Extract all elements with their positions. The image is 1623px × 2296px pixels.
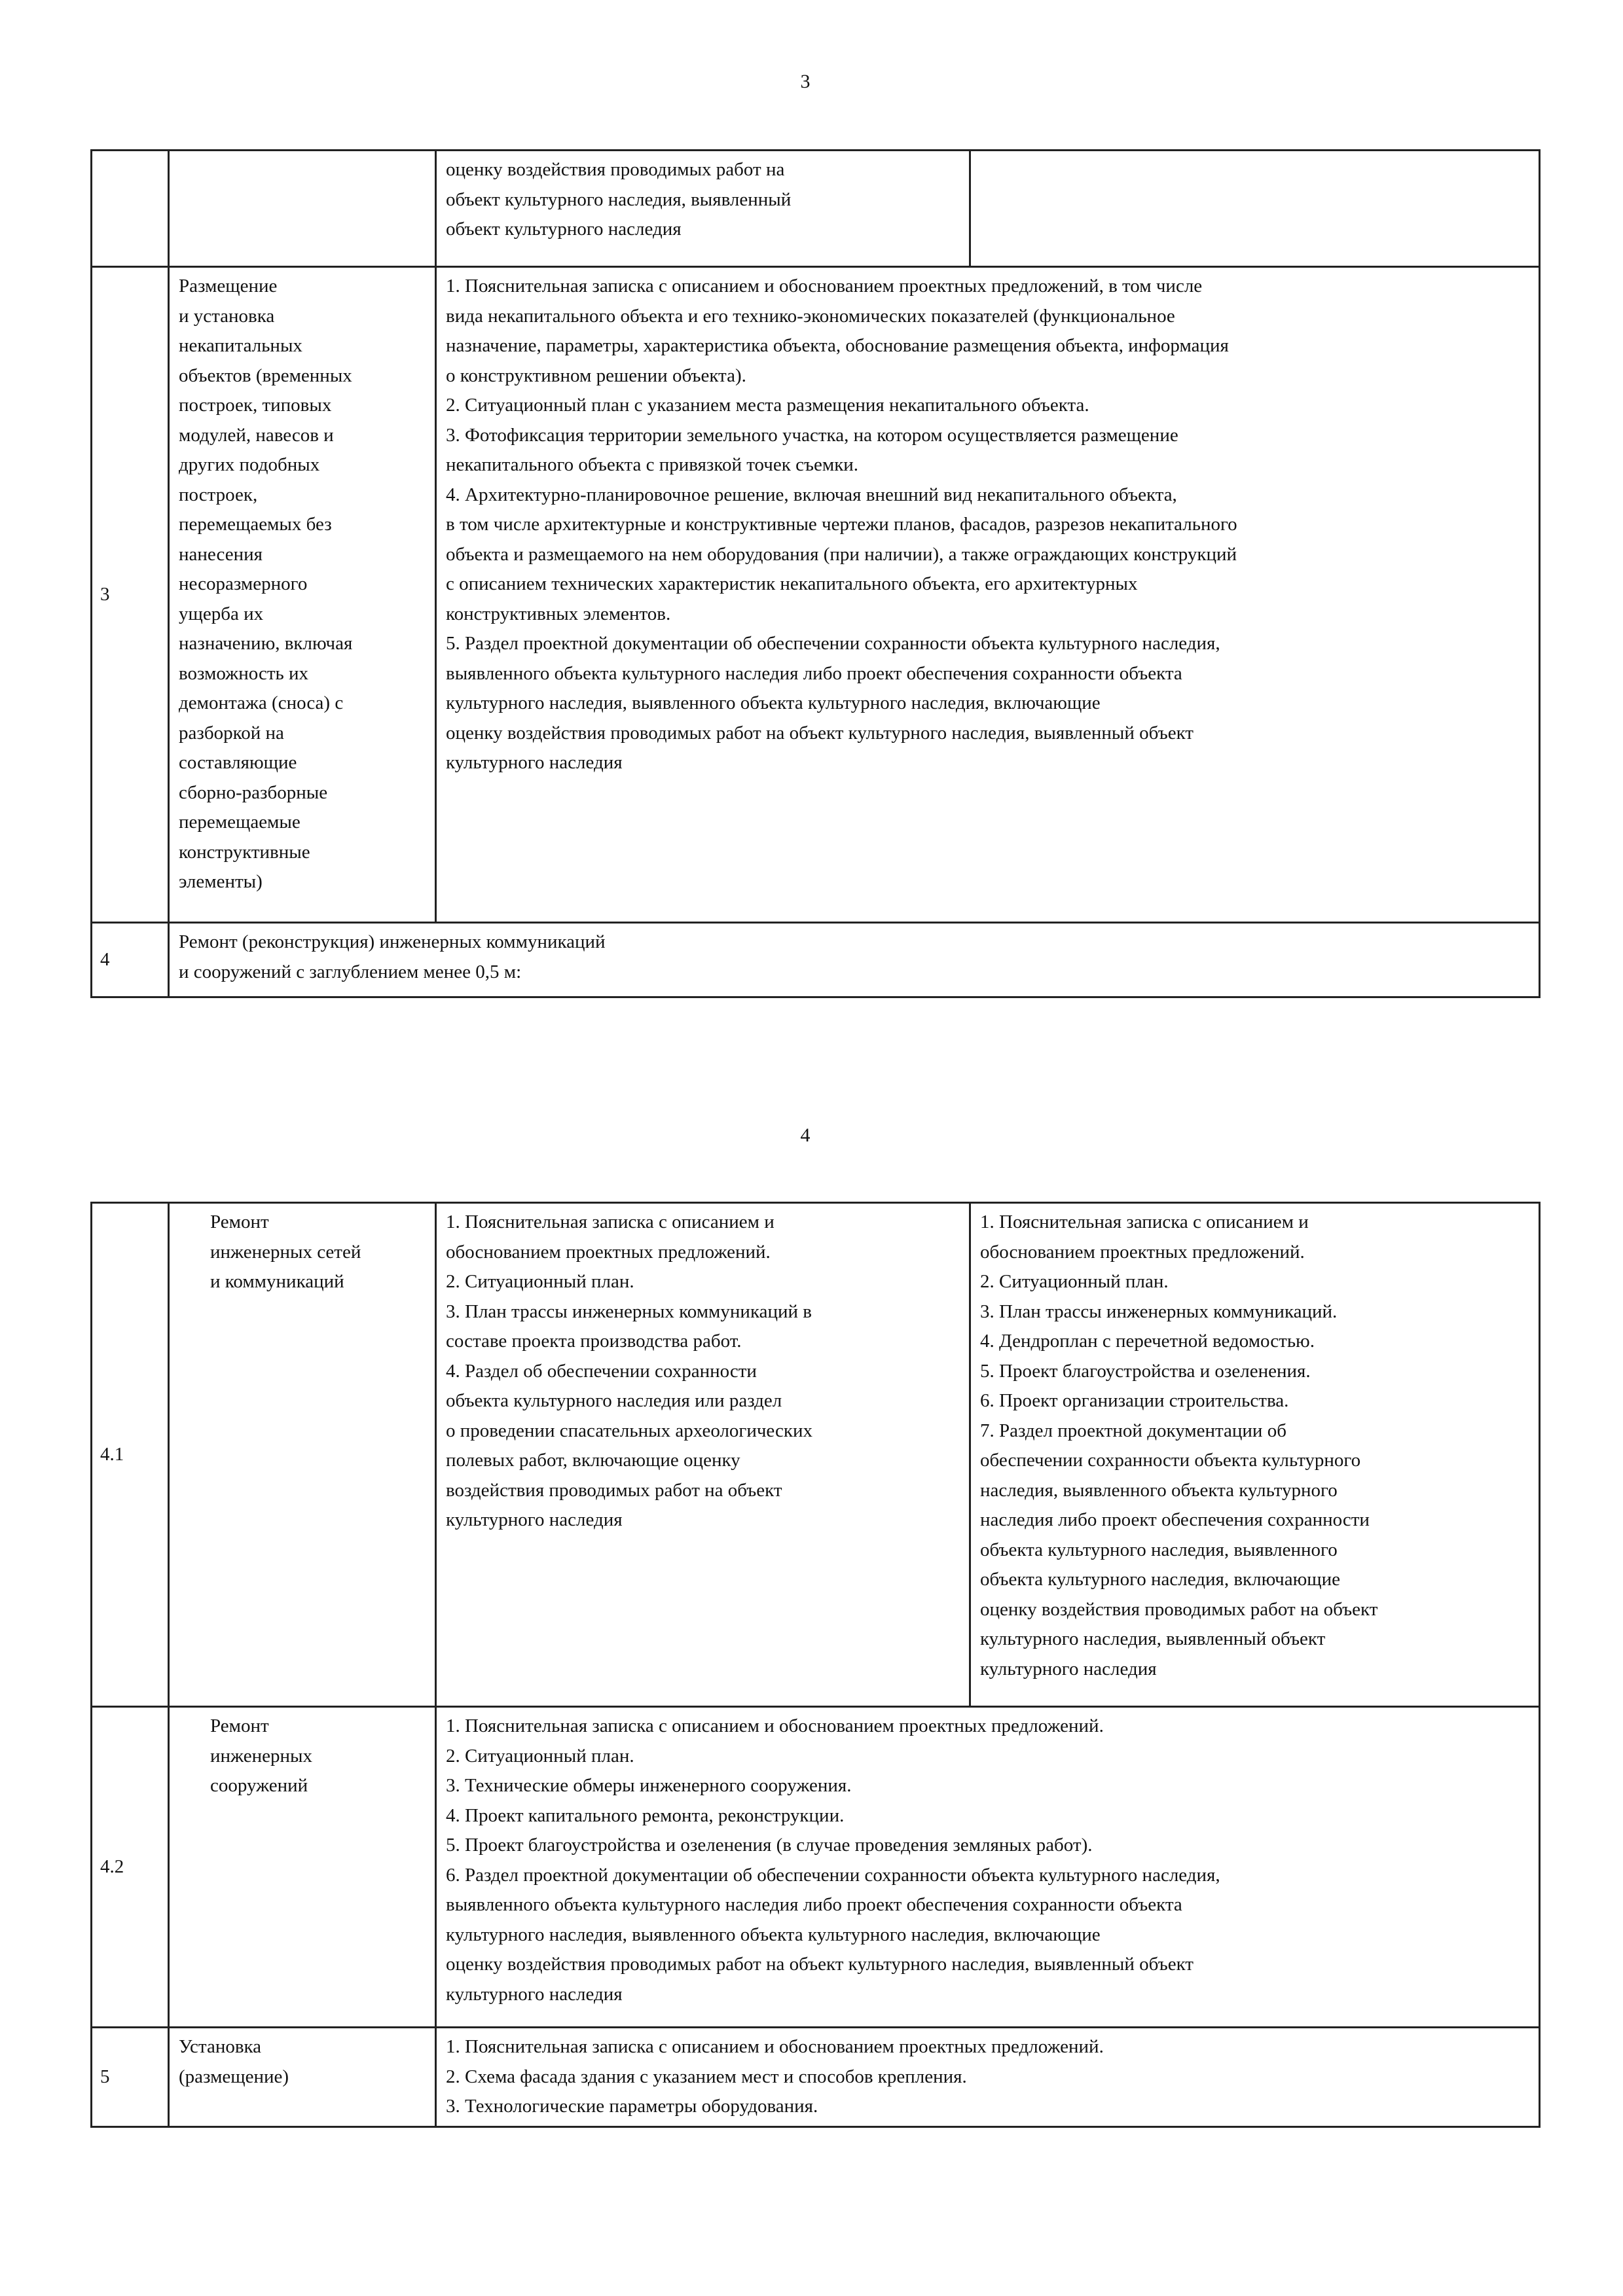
page-number: 3 (800, 71, 811, 92)
cell-continuation-text (436, 151, 970, 267)
row-number: 4.1 (92, 1203, 169, 1707)
row-title: Ремонт инженерных сооружений (210, 1715, 312, 1796)
row-content-cell-archaeology (436, 1203, 970, 1707)
page-number: 4 (800, 1124, 811, 1146)
row-content: 1. Пояснительная записка с описанием и обоснованием проектных предложений. 2. Ситуационный план. 3. Технические обмеры инженерного сооружения. 4. Проект капитального ремонта, реконструкции. 5. Проект благоустройства и озеленения (в случае проведения земляных работ). 6. Раздел проектной документации об обеспечении сохранности объекта культурного наследия, выявленного объекта культурного наследия либо проект обеспечения сохранности объекта культурного наследия, выявленного объекта культурного наследия, включающие оценку воздействия проводимых работ на объект культурного наследия, выявленный объект культурного наследия (446, 1715, 1220, 2005)
row-content: 1. Пояснительная записка с описанием и обоснованием проектных предложений, в том числе вида некапитального объекта и его технико-экономических показателей (функциональное назначение, параметры, характеристика объекта, обоснование размещения объекта, информация о конструктивном решении объекта). 2. Ситуационный план с указанием места размещения некапитального объекта. 3. Фотофиксация территории земельного участка, на котором осуществляется размещение некапитального объекта с привязкой точек съемки. 4. Архитектурно-планировочное решение, включая внешний вид некапитального объекта, в том числе архитектурные и конструктивные чертежи планов, фасадов, разрезов некапитального объекта и размещаемого на нем оборудования (при наличии), а также ограждающих конструкций с описанием технических характеристик некапитального объекта, его архитектурных конструктивных элементов. 5. Раздел проектной документации об обеспечении сохранности объекта культурного наследия, выявленного объекта культурного наследия либо проект обеспечения сохранности объекта культурного наследия, выявленного объекта культурного наследия, включающие оценку воздействия проводимых работ на объект культурного наследия, выявленный объект культурного наследия (446, 276, 1237, 773)
row-content-col4: 1. Пояснительная записка с описанием и обоснованием проектных предложений. 2. Ситуационный план. 3. План трассы инженерных коммуникаций. 4. Дендроплан с перечетной ведомостью. 5. Проект благоустройства и озеленения. 6. Проект организации строительства. 7. Раздел проектной документации об обеспечении сохранности объекта культурного наследия, выявленного объекта культурного наследия либо проект обеспечения сохранности объекта культурного наследия, выявленного объекта культурного наследия, включающие оценку воздействия проводимых работ на объект культурного наследия, выявленный объект культурного наследия (980, 1211, 1378, 1679)
requirements-table-page-4 (90, 1202, 1541, 2128)
row-title-cell (169, 2028, 436, 2127)
cell-empty (169, 151, 436, 267)
row-number: 4 (92, 923, 169, 997)
row-content-cell (169, 923, 1540, 997)
cell-continuation-empty (970, 151, 1540, 267)
row-number: 3 (92, 267, 169, 923)
row-content-cell (436, 267, 1540, 923)
row-title: Ремонт инженерных сетей и коммуникаций (210, 1211, 361, 1292)
table-row-4 (92, 923, 1540, 997)
row-content-cell (436, 2028, 1540, 2127)
row-content: Ремонт (реконструкция) инженерных коммуникаций и сооружений с заглублением менее 0,5 м: (179, 931, 606, 982)
table-row-4-2 (92, 1707, 1540, 2028)
row-number: 5 (92, 2028, 169, 2127)
row-title-cell (169, 1203, 436, 1707)
row-content-cell (436, 1707, 1540, 2028)
row-title-cell (169, 267, 436, 923)
requirements-table-page-3 (90, 149, 1541, 998)
row-title: Установка (размещение) (179, 2036, 289, 2087)
table-row-5 (92, 2028, 1540, 2127)
table-row-3 (92, 267, 1540, 923)
row-title-cell (169, 1707, 436, 2028)
row-content-col3: 1. Пояснительная записка с описанием и обоснованием проектных предложений. 2. Ситуационный план. 3. План трассы инженерных коммуникаций в составе проекта производства работ. 4. Раздел об обеспечении сохранности объекта культурного наследия или раздел о проведении спасательных археологических полевых работ, включающие оценку воздействия проводимых работ на объект культурного наследия (446, 1211, 813, 1530)
row-content-cell-identified (970, 1203, 1540, 1707)
row-content: 1. Пояснительная записка с описанием и обоснованием проектных предложений. 2. Схема фасада здания с указанием мест и способов крепления. 3. Технологические параметры оборудования. (446, 2036, 1104, 2117)
row-title: Размещение и установка некапитальных объектов (временных построек, типовых модулей, навесов и других подобных построек, перемещаемых без нанесения несоразмерного ущерба их назначению, включая возможность их демонтажа (сноса) с разборкой на составляющие сборно-разборные перемещаемые конструктивные элементы) (179, 276, 353, 892)
cell-empty (92, 151, 169, 267)
continuation-text: оценку воздействия проводимых работ на объект культурного наследия, выявленный объект культурного наследия (446, 159, 792, 240)
table-row-4-1 (92, 1203, 1540, 1707)
table-row-continuation (92, 151, 1540, 267)
row-number: 4.2 (92, 1707, 169, 2028)
